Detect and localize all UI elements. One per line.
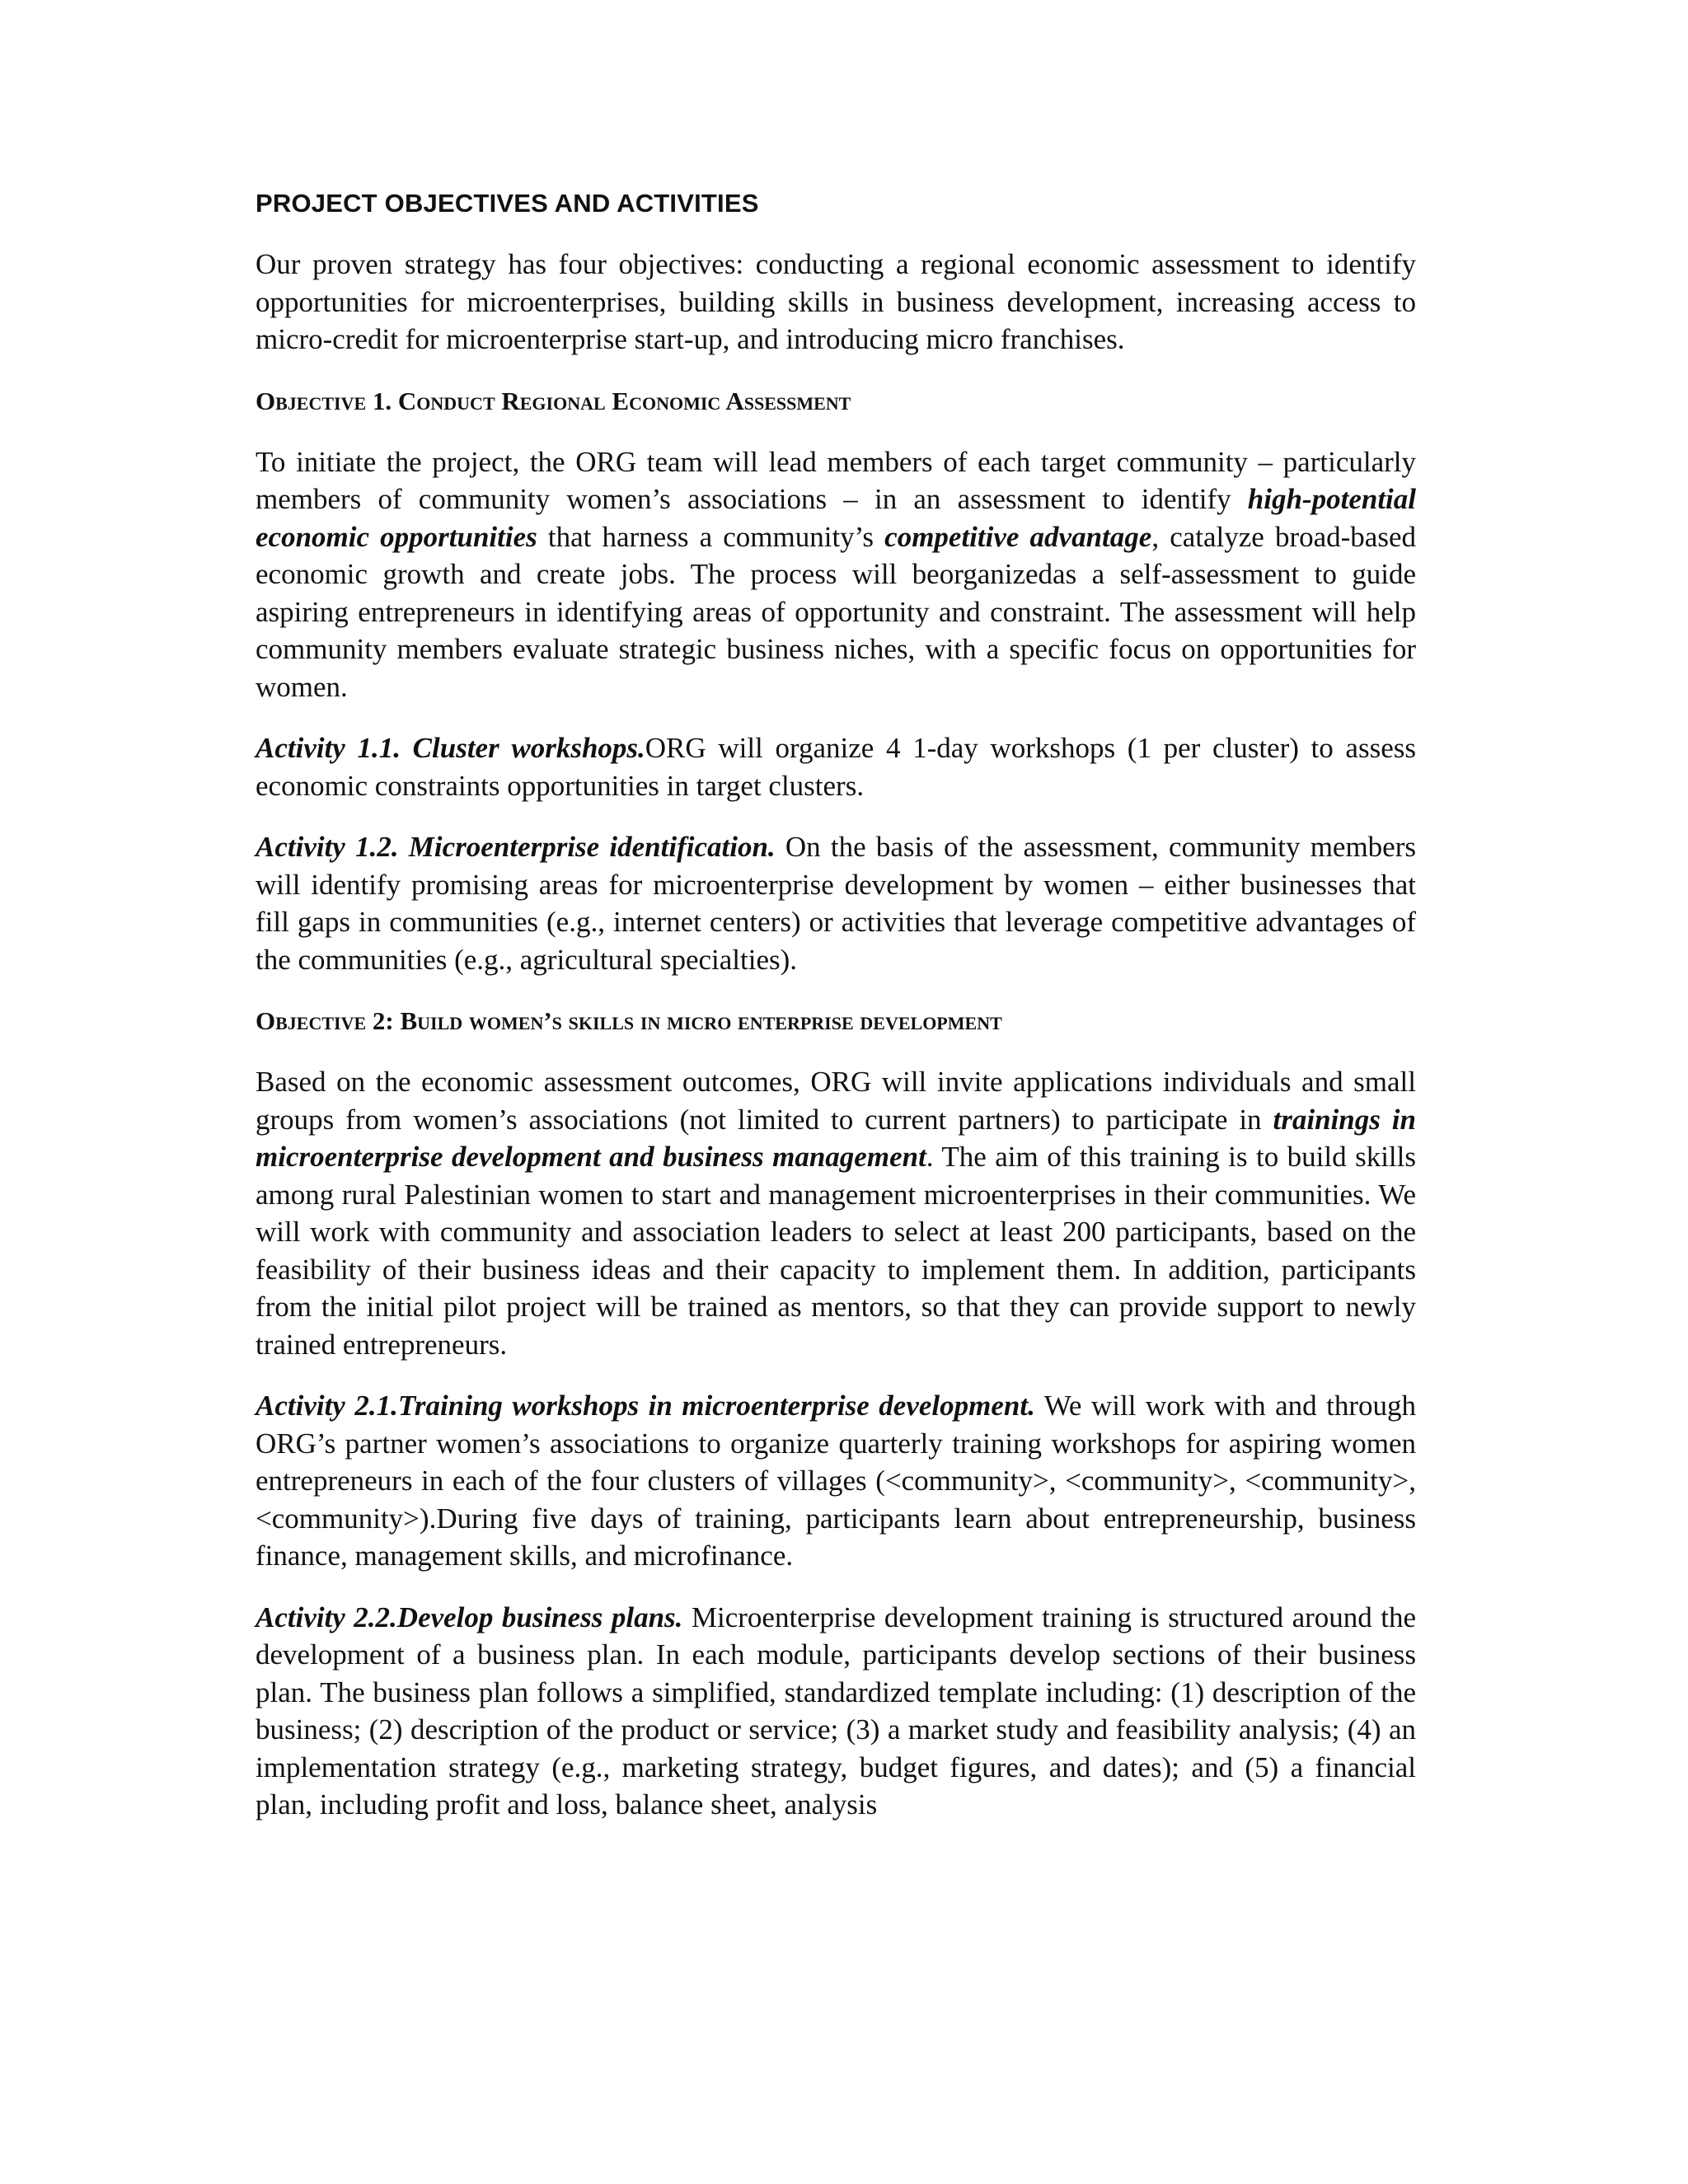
objective-1-paragraph bbox=[256, 443, 1416, 706]
objective-2-paragraph bbox=[256, 1063, 1416, 1363]
activity-2-1-label: Activity 2.1.Training workshops in microenterprise development. bbox=[256, 1390, 1035, 1422]
activity-1-1-text: ORG will organize 4 1-day workshops (1 per cluster) to assess economic constraints opportunities in target clusters. bbox=[256, 732, 1416, 802]
activity-2-2-label: Activity 2.2.Develop business plans. bbox=[256, 1601, 683, 1633]
activity-2-1-paragraph bbox=[256, 1387, 1416, 1575]
objective-1-text-part1: To initiate the project, the ORG team will lead members of each target community – particularly members of community women’s associations – in an assessment to identify bbox=[256, 445, 1416, 515]
activity-2-2-paragraph bbox=[256, 1599, 1416, 1824]
activity-2-1-text: We will work with and through ORG’s partner women’s associations to organize quarterly training workshops for aspiring women entrepreneurs in each of the four clusters of villages (<community>, <community>, <community>, <community>).During five days of training, participants learn about entrepreneurship, business finance, management skills, and microfinance. bbox=[256, 1390, 1417, 1572]
objective-1-heading: Objective 1. Conduct Regional Economic Assessment bbox=[256, 386, 851, 415]
objective-2-text-part1: Based on the economic assessment outcomes, ORG will invite applications individuals and small groups from women’s associations (not limited to current partners) to participate in bbox=[256, 1066, 1416, 1136]
activity-1-2-label: Activity 1.2. Microenterprise identification. bbox=[256, 831, 776, 863]
objective-1-text-part3: , catalyze broad-based economic growth and create jobs. The process will beorganizedas a self-assessment to guide aspiring entrepreneurs in identifying areas of opportunity and constraint. The assessment will help community members evaluate strategic business niches, with a specific focus on opportunities for women. bbox=[256, 520, 1416, 703]
activity-1-1-paragraph bbox=[256, 729, 1416, 804]
activity-1-2-paragraph bbox=[256, 828, 1416, 978]
activity-1-2-text: On the basis of the assessment, community members will identify promising areas for microenterprise development by women – either businesses that fill gaps in communities (e.g., internet centers) or activities that leverage competitive advantages of the communities (e.g., agricultural specialties). bbox=[256, 831, 1416, 976]
objective-1-text-part2: that harness a community’s bbox=[537, 520, 885, 553]
objective-1-emphasis-opportunities: high-potential economic opportunities bbox=[256, 483, 1416, 553]
objective-2-heading: Objective 2: Build women’s skills in micro enterprise development bbox=[256, 1006, 1002, 1035]
objective-1-emphasis-advantage: competitive advantage bbox=[884, 520, 1152, 553]
document-page bbox=[256, 185, 1416, 1848]
intro-paragraph: Our proven strategy has four objectives: conducting a regional economic assessment to identify opportunities for microenterprises, building skills in business development, increasing access to micro-credit for microenterprise start-up, and introducing micro franchises. bbox=[256, 248, 1416, 355]
activity-2-2-text: Microenterprise development training is structured around the development of a business plan. In each module, participants develop sections of their business plan. The business plan follows a simplified, standardized template including: (1) description of the business; (2) description of the product or service; (3) a market study and feasibility analysis; (4) an implementation strategy (e.g., marketing strategy, budget figures, and dates); and (5) a financial plan, including profit and loss, balance sheet, analysis bbox=[256, 1601, 1416, 1821]
activity-1-1-label: Activity 1.1. Cluster workshops. bbox=[256, 732, 645, 764]
objective-2-text-part2: . The aim of this training is to build skills among rural Palestinian women to start and management microenterprises in their communities. We will work with community and association leaders to select at least 200 participants, based on the feasibility of their business ideas and their capacity to implement them. In addition, participants from the initial pilot project will be trained as mentors, so that they can provide support to newly trained entrepreneurs. bbox=[256, 1141, 1416, 1361]
page-title: PROJECT OBJECTIVES AND ACTIVITIES bbox=[256, 189, 759, 218]
objective-2-emphasis-trainings: trainings in microenterprise development and business management bbox=[256, 1103, 1416, 1173]
